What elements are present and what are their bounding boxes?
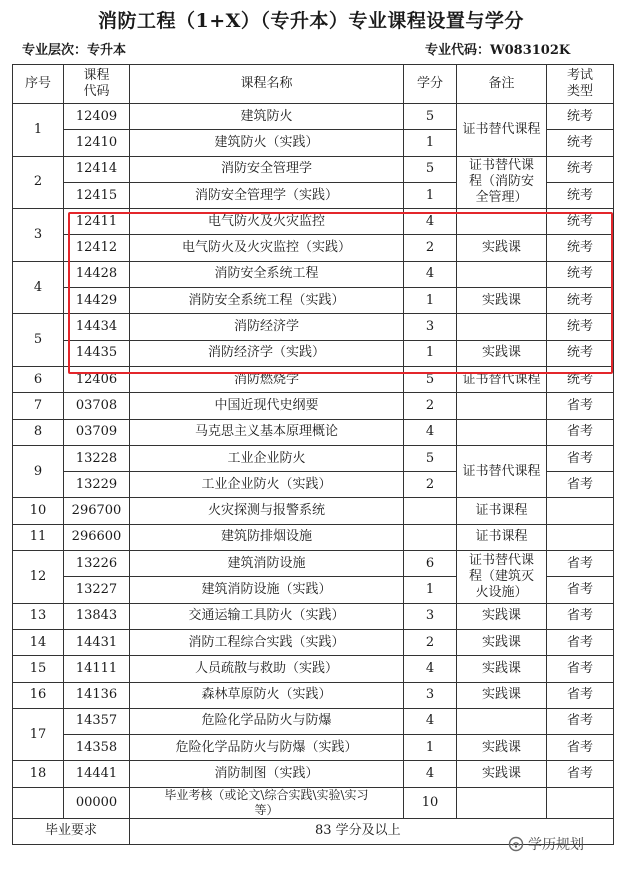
table-row <box>13 524 614 550</box>
cell-exam: 统考 <box>547 156 614 182</box>
cell-seq: 18 <box>13 761 64 787</box>
cell-exam: 省考 <box>547 629 614 655</box>
cell-credits <box>404 498 457 524</box>
cell-exam: 省考 <box>547 708 614 734</box>
header-seq: 序号 <box>13 65 64 104</box>
cell-remark: 证书课程 <box>457 498 547 524</box>
cell-name: 危险化学品防火与防爆 <box>130 708 404 734</box>
cell-credits: 5 <box>404 366 457 392</box>
cell-exam: 省考 <box>547 551 614 577</box>
table-row <box>13 656 614 682</box>
table-row <box>13 393 614 419</box>
watermark <box>508 834 584 854</box>
cell-name: 消防安全管理学（实践） <box>130 182 404 208</box>
cell-remark <box>457 314 547 340</box>
cell-code: 12414 <box>64 156 130 182</box>
cell-name: 消防燃烧学 <box>130 366 404 392</box>
cell-name: 消防安全系统工程 <box>130 261 404 287</box>
cell-seq: 15 <box>13 656 64 682</box>
cell-code: 13229 <box>64 472 130 498</box>
cell-credits: 4 <box>404 656 457 682</box>
cell-exam: 统考 <box>547 314 614 340</box>
cell-exam: 省考 <box>547 656 614 682</box>
cell-seq: 14 <box>13 629 64 655</box>
header-exam-type: 考试类型 <box>547 65 614 104</box>
cell-remark: 证书替代课程 <box>457 104 547 157</box>
cell-credits: 10 <box>404 787 457 818</box>
cell-name: 工业企业防火（实践） <box>130 472 404 498</box>
cell-name: 消防工程综合实践（实践） <box>130 629 404 655</box>
cell-code: 13226 <box>64 551 130 577</box>
cell-exam: 省考 <box>547 735 614 761</box>
cell-remark <box>457 708 547 734</box>
cell-remark: 实践课 <box>457 288 547 314</box>
cell-name: 毕业考核（或论文\综合实践\实验\实习等） <box>130 787 404 818</box>
cell-credits: 1 <box>404 288 457 314</box>
cell-name: 建筑防火（实践） <box>130 130 404 156</box>
cell-remark: 证书替代课程 <box>457 445 547 498</box>
cell-code: 03708 <box>64 393 130 419</box>
cell-credits: 5 <box>404 156 457 182</box>
table-row <box>13 288 614 314</box>
table-row <box>13 156 614 182</box>
major-level: 专业层次：专升本 <box>22 43 127 58</box>
cell-remark <box>457 787 547 818</box>
cell-remark <box>457 393 547 419</box>
cell-name: 消防制图（实践） <box>130 761 404 787</box>
cell-name: 中国近现代史纲要 <box>130 393 404 419</box>
cell-name: 建筑消防设施 <box>130 551 404 577</box>
table-row <box>13 235 614 261</box>
cell-code: 12415 <box>64 182 130 208</box>
cell-remark: 实践课 <box>457 735 547 761</box>
cell-code: 13228 <box>64 445 130 471</box>
cell-credits: 4 <box>404 261 457 287</box>
table-row <box>13 708 614 734</box>
cell-code: 296700 <box>64 498 130 524</box>
cell-exam: 省考 <box>547 603 614 629</box>
cell-name: 消防经济学 <box>130 314 404 340</box>
cell-credits: 3 <box>404 682 457 708</box>
cell-name: 建筑防火 <box>130 104 404 130</box>
cell-exam: 省考 <box>547 419 614 445</box>
cell-name: 人员疏散与救助（实践） <box>130 656 404 682</box>
cell-seq <box>13 787 64 818</box>
cell-seq: 2 <box>13 156 64 209</box>
table-row <box>13 340 614 366</box>
table-row <box>13 419 614 445</box>
cell-code: 14429 <box>64 288 130 314</box>
cell-credits: 1 <box>404 577 457 603</box>
cell-credits: 4 <box>404 708 457 734</box>
cell-code: 12409 <box>64 104 130 130</box>
table-row <box>13 314 614 340</box>
header-course-name: 课程名称 <box>130 65 404 104</box>
wechat-channel-icon <box>508 836 524 852</box>
cell-remark <box>457 419 547 445</box>
cell-name: 建筑防排烟设施 <box>130 524 404 550</box>
cell-name: 电气防火及火灾监控 <box>130 209 404 235</box>
cell-remark: 证书课程 <box>457 524 547 550</box>
table-row <box>13 787 614 818</box>
cell-code: 13227 <box>64 577 130 603</box>
cell-credits: 2 <box>404 393 457 419</box>
cell-credits: 4 <box>404 761 457 787</box>
cell-name: 建筑消防设施（实践） <box>130 577 404 603</box>
cell-exam: 统考 <box>547 104 614 130</box>
cell-remark: 实践课 <box>457 629 547 655</box>
cell-credits: 2 <box>404 472 457 498</box>
table-row <box>13 445 614 471</box>
cell-code: 14441 <box>64 761 130 787</box>
cell-name: 交通运输工具防火（实践） <box>130 603 404 629</box>
cell-code: 14434 <box>64 314 130 340</box>
cell-credits <box>404 524 457 550</box>
cell-credits: 5 <box>404 104 457 130</box>
cell-seq: 5 <box>13 314 64 367</box>
cell-exam: 统考 <box>547 209 614 235</box>
cell-code: 14435 <box>64 340 130 366</box>
cell-credits: 5 <box>404 445 457 471</box>
table-row <box>13 209 614 235</box>
table-header-row <box>13 65 614 104</box>
cell-remark: 证书替代课程 <box>457 366 547 392</box>
table-row <box>13 761 614 787</box>
cell-exam: 省考 <box>547 682 614 708</box>
cell-code: 12406 <box>64 366 130 392</box>
cell-code: 14428 <box>64 261 130 287</box>
watermark-text: 学历规划 <box>528 837 584 853</box>
table-row <box>13 261 614 287</box>
cell-name: 电气防火及火灾监控（实践） <box>130 235 404 261</box>
cell-seq: 11 <box>13 524 64 550</box>
cell-seq: 3 <box>13 209 64 262</box>
cell-remark: 实践课 <box>457 603 547 629</box>
cell-name: 火灾探测与报警系统 <box>130 498 404 524</box>
cell-credits: 1 <box>404 130 457 156</box>
cell-name: 消防经济学（实践） <box>130 340 404 366</box>
cell-remark: 证书替代课程（消防安全管理） <box>457 156 547 209</box>
graduation-requirement-label: 毕业要求 <box>13 818 130 844</box>
cell-exam: 统考 <box>547 288 614 314</box>
cell-exam: 省考 <box>547 445 614 471</box>
cell-seq: 1 <box>13 104 64 157</box>
cell-seq: 7 <box>13 393 64 419</box>
cell-exam: 统考 <box>547 182 614 208</box>
table-row <box>13 735 614 761</box>
cell-credits: 6 <box>404 551 457 577</box>
cell-code: 296600 <box>64 524 130 550</box>
table-row <box>13 551 614 577</box>
table-row <box>13 682 614 708</box>
graduation-requirement-value: 83 学分及以上 <box>130 818 614 844</box>
cell-exam: 统考 <box>547 130 614 156</box>
cell-code: 12410 <box>64 130 130 156</box>
cell-code: 14357 <box>64 708 130 734</box>
cell-seq: 4 <box>13 261 64 314</box>
cell-exam: 省考 <box>547 577 614 603</box>
header-course-code: 课程代码 <box>64 65 130 104</box>
cell-credits: 1 <box>404 182 457 208</box>
cell-credits: 4 <box>404 209 457 235</box>
cell-remark: 实践课 <box>457 340 547 366</box>
header-credits: 学分 <box>404 65 457 104</box>
major-code: 专业代码：W083102K <box>425 43 571 58</box>
cell-exam: 统考 <box>547 340 614 366</box>
cell-code: 12412 <box>64 235 130 261</box>
cell-code: 00000 <box>64 787 130 818</box>
cell-exam <box>547 787 614 818</box>
cell-remark: 实践课 <box>457 761 547 787</box>
cell-seq: 17 <box>13 708 64 761</box>
cell-remark <box>457 261 547 287</box>
cell-exam: 统考 <box>547 366 614 392</box>
course-table <box>12 64 614 845</box>
cell-seq: 9 <box>13 445 64 498</box>
cell-code: 14431 <box>64 629 130 655</box>
cell-seq: 12 <box>13 551 64 604</box>
cell-remark: 实践课 <box>457 656 547 682</box>
cell-remark: 实践课 <box>457 235 547 261</box>
cell-credits: 1 <box>404 735 457 761</box>
cell-exam: 省考 <box>547 761 614 787</box>
cell-code: 13843 <box>64 603 130 629</box>
cell-name: 马克思主义基本原理概论 <box>130 419 404 445</box>
cell-name: 工业企业防火 <box>130 445 404 471</box>
cell-seq: 10 <box>13 498 64 524</box>
table-row <box>13 366 614 392</box>
cell-credits: 1 <box>404 340 457 366</box>
cell-name: 消防安全管理学 <box>130 156 404 182</box>
cell-code: 12411 <box>64 209 130 235</box>
cell-seq: 13 <box>13 603 64 629</box>
cell-code: 14111 <box>64 656 130 682</box>
cell-remark: 证书替代课程（建筑灭火设施） <box>457 551 547 604</box>
cell-exam: 省考 <box>547 472 614 498</box>
cell-remark <box>457 209 547 235</box>
cell-credits: 4 <box>404 419 457 445</box>
cell-exam <box>547 524 614 550</box>
cell-code: 14136 <box>64 682 130 708</box>
cell-credits: 2 <box>404 629 457 655</box>
cell-seq: 8 <box>13 419 64 445</box>
cell-name: 森林草原防火（实践） <box>130 682 404 708</box>
cell-code: 14358 <box>64 735 130 761</box>
table-row <box>13 603 614 629</box>
cell-name: 危险化学品防火与防爆（实践） <box>130 735 404 761</box>
cell-credits: 3 <box>404 314 457 340</box>
table-row <box>13 498 614 524</box>
page-title: 消防工程（1+X）（专升本）专业课程设置与学分 <box>98 10 524 32</box>
cell-seq: 16 <box>13 682 64 708</box>
cell-exam: 统考 <box>547 235 614 261</box>
cell-exam: 省考 <box>547 393 614 419</box>
cell-seq: 6 <box>13 366 64 392</box>
table-row <box>13 629 614 655</box>
cell-exam: 统考 <box>547 261 614 287</box>
header-remarks: 备注 <box>457 65 547 104</box>
cell-credits: 3 <box>404 603 457 629</box>
cell-name: 消防安全系统工程（实践） <box>130 288 404 314</box>
cell-remark: 实践课 <box>457 682 547 708</box>
cell-code: 03709 <box>64 419 130 445</box>
cell-credits: 2 <box>404 235 457 261</box>
cell-exam <box>547 498 614 524</box>
table-row <box>13 104 614 130</box>
